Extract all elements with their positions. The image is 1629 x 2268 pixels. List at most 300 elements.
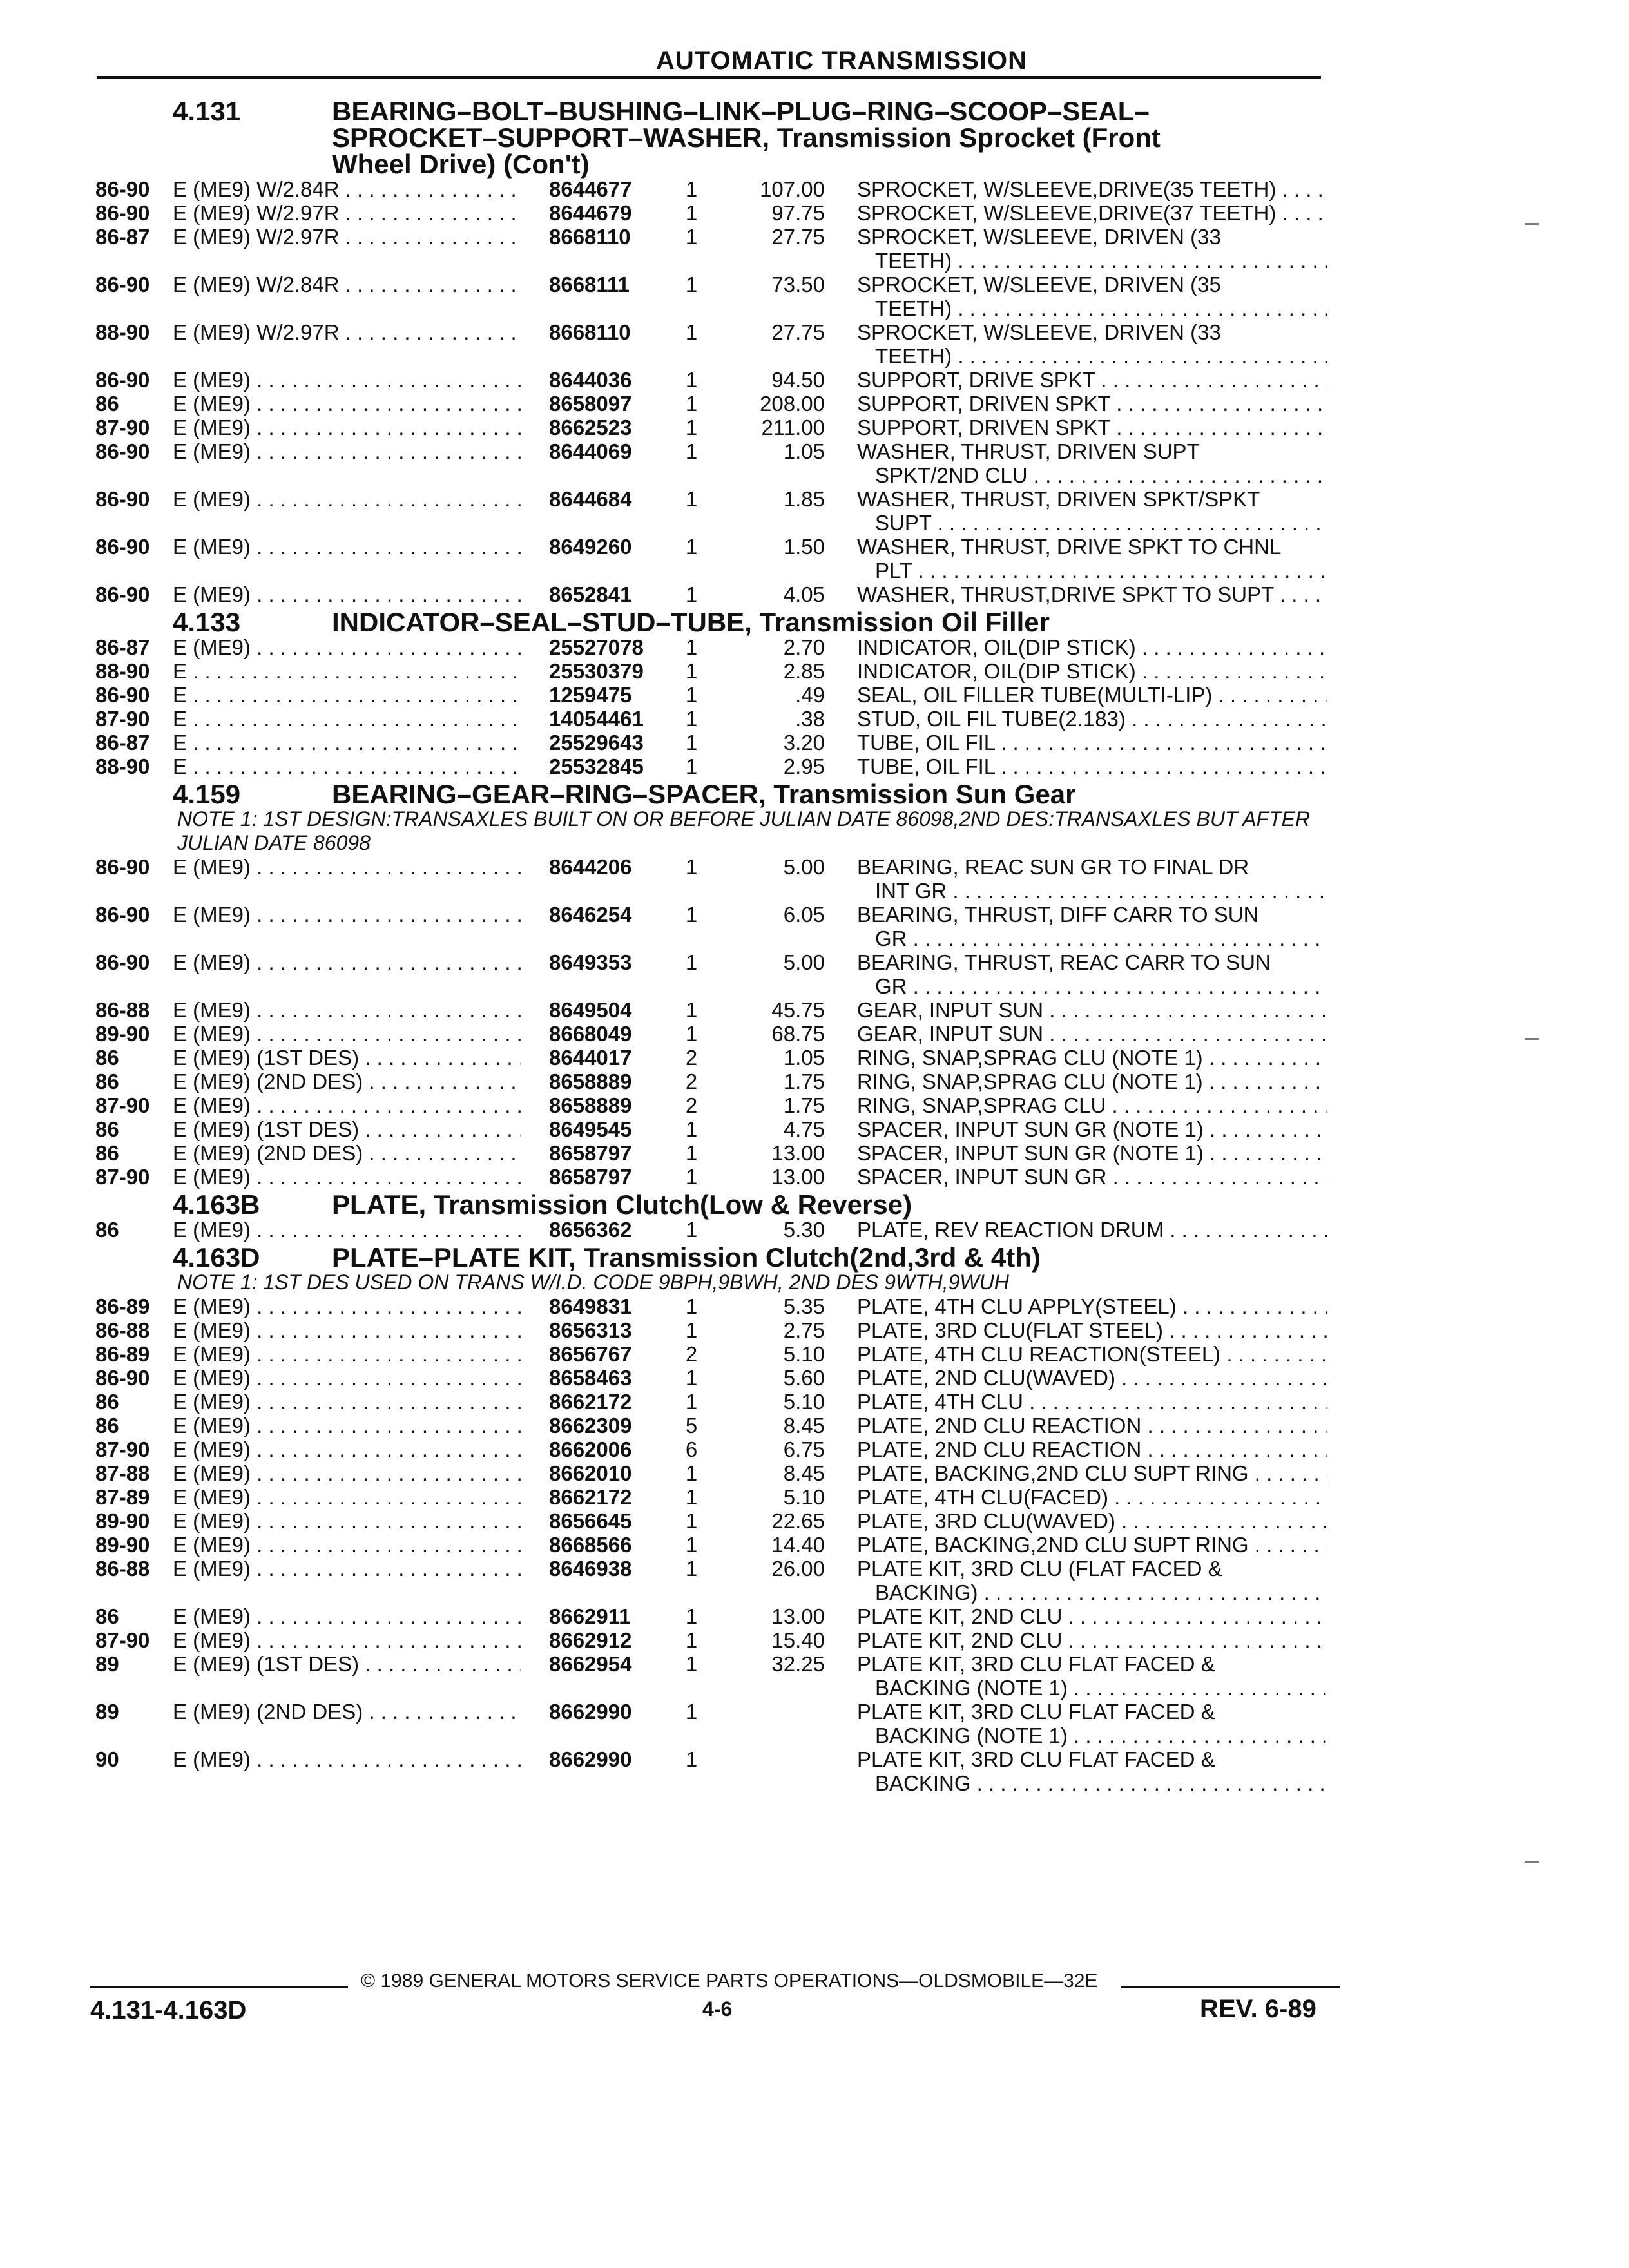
usage-code: E (ME9) (2ND DES) . . . — [173, 1700, 521, 1724]
part-number: 1259475 — [549, 683, 632, 707]
price: 27.75 — [771, 225, 825, 249]
part-row — [0, 950, 1629, 998]
price: 8.45 — [783, 1414, 825, 1437]
part-description — [857, 320, 1327, 368]
usage-code: E (ME9) (2ND DES) . . . — [173, 1070, 521, 1093]
part-number: 8662010 — [549, 1461, 632, 1485]
description-line-2: INT GR . . . — [857, 879, 1327, 903]
part-description — [857, 1509, 1327, 1533]
price: 4.75 — [783, 1117, 825, 1141]
part-description — [857, 225, 1327, 273]
part-row — [0, 177, 1629, 201]
section-number: 4.163B — [173, 1189, 260, 1220]
model-years: 86-90 — [95, 950, 150, 974]
quantity: 2 — [685, 1093, 698, 1117]
part-number: 8658889 — [549, 1070, 632, 1093]
model-years: 86-88 — [95, 1318, 150, 1342]
usage-code: E . . . — [173, 683, 521, 707]
usage-code: E (ME9) (1ST DES) . . . — [173, 1046, 521, 1070]
quantity: 1 — [685, 368, 698, 392]
part-description — [857, 1533, 1327, 1557]
part-description — [857, 1557, 1327, 1604]
quantity: 1 — [685, 201, 698, 225]
margin-mark — [1525, 223, 1539, 225]
part-number: 8649353 — [549, 950, 632, 974]
part-row — [0, 1294, 1629, 1318]
part-number: 8656767 — [549, 1342, 632, 1366]
section-heading — [0, 98, 1629, 177]
part-row — [0, 683, 1629, 707]
price: 15.40 — [771, 1628, 825, 1652]
usage-code: E (ME9) . . . — [173, 416, 521, 439]
model-years: 87-90 — [95, 1628, 150, 1652]
usage-code: E . . . — [173, 754, 521, 778]
model-years: 86 — [95, 1414, 119, 1437]
page-number: 4-6 — [702, 1997, 733, 2021]
usage-code: E (ME9) . . . — [173, 1533, 521, 1557]
price: 2.95 — [783, 754, 825, 778]
usage-code: E (ME9) . . . — [173, 998, 521, 1022]
model-years: 86-88 — [95, 998, 150, 1022]
quantity: 1 — [685, 439, 698, 463]
quantity: 1 — [685, 392, 698, 416]
part-row — [0, 273, 1629, 320]
part-number: 8668566 — [549, 1533, 632, 1557]
part-description — [857, 1652, 1327, 1700]
model-years: 86 — [95, 1218, 119, 1242]
model-years: 89-90 — [95, 1022, 150, 1046]
model-years: 86-87 — [95, 635, 150, 659]
description-line: PLATE, BACKING,2ND CLU SUPT RING . . . — [857, 1533, 1327, 1557]
part-number: 8658097 — [549, 392, 632, 416]
quantity: 1 — [685, 225, 698, 249]
usage-code: E (ME9) . . . — [173, 1165, 521, 1189]
part-description — [857, 1046, 1327, 1070]
price: 94.50 — [771, 368, 825, 392]
description-line: RING, SNAP,SPRAG CLU (NOTE 1) . . . — [857, 1070, 1327, 1093]
description-line: PLATE, 3RD CLU(WAVED) . . . — [857, 1509, 1327, 1533]
price: 32.25 — [771, 1652, 825, 1676]
model-years: 87-90 — [95, 1093, 150, 1117]
part-row — [0, 1093, 1629, 1117]
quantity: 1 — [685, 707, 698, 731]
price: 208.00 — [760, 392, 825, 416]
quantity: 1 — [685, 535, 698, 559]
model-years: 86-90 — [95, 439, 150, 463]
usage-code: E (ME9) W/2.97R . . . — [173, 320, 521, 344]
description-line: PLATE, 2ND CLU(WAVED) . . . — [857, 1366, 1327, 1390]
description-line: WASHER, THRUST,DRIVE SPKT TO SUPT . . . — [857, 582, 1327, 606]
description-line-2: GR . . . — [857, 927, 1327, 950]
part-description — [857, 535, 1327, 582]
usage-code: E (ME9) . . . — [173, 635, 521, 659]
usage-code: E (ME9) . . . — [173, 1218, 521, 1242]
part-description — [857, 273, 1327, 320]
part-number: 8662954 — [549, 1652, 632, 1676]
section-number: 4.159 — [173, 779, 241, 809]
usage-code: E (ME9) . . . — [173, 439, 521, 463]
part-number: 8658797 — [549, 1165, 632, 1189]
revision-label: REV. 6-89 — [1200, 1995, 1316, 2023]
part-number: 8668110 — [549, 320, 631, 344]
description-line: PLATE, 2ND CLU REACTION . . . — [857, 1437, 1327, 1461]
usage-code: E . . . — [173, 731, 521, 754]
price: 5.30 — [783, 1218, 825, 1242]
usage-code: E (ME9) W/2.97R . . . — [173, 225, 521, 249]
description-line: TUBE, OIL FIL . . . — [857, 754, 1327, 778]
part-description — [857, 754, 1327, 778]
price: 3.20 — [783, 731, 825, 754]
part-description — [857, 1485, 1327, 1509]
price: 5.35 — [783, 1294, 825, 1318]
part-row — [0, 1046, 1629, 1070]
part-description — [857, 582, 1327, 606]
description-line: SUPPORT, DRIVEN SPKT . . . — [857, 392, 1327, 416]
description-line: TUBE, OIL FIL . . . — [857, 731, 1327, 754]
description-line-2: PLT . . . — [857, 559, 1327, 582]
description-line: PLATE KIT, 3RD CLU (FLAT FACED & — [857, 1557, 1222, 1581]
description-line: PLATE, BACKING,2ND CLU SUPT RING . . . — [857, 1461, 1327, 1485]
usage-code: E (ME9) . . . — [173, 1093, 521, 1117]
description-line: WASHER, THRUST, DRIVE SPKT TO CHNL — [857, 535, 1282, 559]
section-note: NOTE 1: 1ST DESIGN:TRANSAXLES BUILT ON OR BEFORE JULIAN DATE 86098,2ND DES:TRANSAXLES BUT AFTER JULIAN DATE 86098 — [177, 807, 1311, 854]
description-line-2: BACKING (NOTE 1) . . . — [857, 1676, 1327, 1700]
part-row — [0, 659, 1629, 683]
quantity: 1 — [685, 1141, 698, 1165]
part-row — [0, 1485, 1629, 1509]
price: .49 — [795, 683, 825, 707]
quantity: 2 — [685, 1046, 698, 1070]
usage-code: E (ME9) . . . — [173, 1604, 521, 1628]
section-heading — [0, 1191, 1629, 1218]
footer-rule — [1121, 1986, 1340, 1988]
quantity: 1 — [685, 1533, 698, 1557]
part-row — [0, 368, 1629, 392]
part-number: 8668049 — [549, 1022, 632, 1046]
quantity: 1 — [685, 1294, 698, 1318]
usage-code: E (ME9) . . . — [173, 1509, 521, 1533]
margin-mark — [1525, 1038, 1539, 1040]
price: 5.00 — [783, 950, 825, 974]
quantity: 1 — [685, 855, 698, 879]
usage-code: E (ME9) (1ST DES) . . . — [173, 1652, 521, 1676]
usage-code: E (ME9) . . . — [173, 903, 521, 927]
description-line: SPACER, INPUT SUN GR (NOTE 1) . . . — [857, 1117, 1327, 1141]
quantity: 1 — [685, 1700, 698, 1724]
quantity: 1 — [685, 1557, 698, 1581]
description-line: SUPPORT, DRIVEN SPKT . . . — [857, 416, 1327, 439]
part-row — [0, 998, 1629, 1022]
description-line: PLATE, 4TH CLU . . . — [857, 1390, 1327, 1414]
quantity: 1 — [685, 273, 698, 296]
part-row — [0, 1022, 1629, 1046]
price: 5.60 — [783, 1366, 825, 1390]
part-description — [857, 659, 1327, 683]
quantity: 1 — [685, 903, 698, 927]
part-row — [0, 1628, 1629, 1652]
model-years: 86-90 — [95, 273, 150, 296]
usage-code: E (ME9) . . . — [173, 950, 521, 974]
part-number: 8644684 — [549, 487, 632, 511]
usage-code: E (ME9) . . . — [173, 1437, 521, 1461]
quantity: 1 — [685, 1509, 698, 1533]
description-line: PLATE, 4TH CLU APPLY(STEEL) . . . — [857, 1294, 1327, 1318]
description-line: SPROCKET, W/SLEEVE, DRIVEN (33 — [857, 225, 1221, 249]
price: 107.00 — [760, 177, 825, 201]
price: 1.50 — [783, 535, 825, 559]
price: .38 — [795, 707, 825, 731]
description-line-2: BACKING . . . — [857, 1771, 1327, 1795]
part-description — [857, 635, 1327, 659]
part-description — [857, 201, 1327, 225]
model-years: 86 — [95, 1604, 119, 1628]
usage-code: E (ME9) . . . — [173, 1628, 521, 1652]
price: 1.05 — [783, 1046, 825, 1070]
quantity: 2 — [685, 1070, 698, 1093]
description-line: SPROCKET, W/SLEEVE,DRIVE(35 TEETH) . . . — [857, 177, 1327, 201]
price: 13.00 — [771, 1141, 825, 1165]
model-years: 86-87 — [95, 731, 150, 754]
copyright-text: © 1989 GENERAL MOTORS SERVICE PARTS OPERATIONS—OLDSMOBILE—32E — [361, 1970, 1098, 1992]
part-description — [857, 707, 1327, 731]
usage-code: E . . . — [173, 659, 521, 683]
part-row — [0, 1366, 1629, 1390]
part-description — [857, 1342, 1327, 1366]
part-number: 8662172 — [549, 1390, 632, 1414]
description-line: RING, SNAP,SPRAG CLU . . . — [857, 1093, 1327, 1117]
part-row — [0, 582, 1629, 606]
description-line: PLATE, 4TH CLU REACTION(STEEL) . . . — [857, 1342, 1327, 1366]
section-title: BEARING–GEAR–RING–SPACER, Transmission Sun Gear — [332, 779, 1076, 809]
part-number: 8662990 — [549, 1700, 632, 1724]
part-number: 8668110 — [549, 225, 631, 249]
price: 26.00 — [771, 1557, 825, 1581]
description-line: RING, SNAP,SPRAG CLU (NOTE 1) . . . — [857, 1046, 1327, 1070]
description-line: PLATE KIT, 2ND CLU . . . — [857, 1604, 1327, 1628]
part-description — [857, 1461, 1327, 1485]
part-number: 8644017 — [549, 1046, 632, 1070]
price: 13.00 — [771, 1165, 825, 1189]
description-line: WASHER, THRUST, DRIVEN SUPT — [857, 439, 1200, 463]
description-line-2: SUPT . . . — [857, 511, 1327, 535]
part-row — [0, 1604, 1629, 1628]
model-years: 86-90 — [95, 177, 150, 201]
section-heading — [0, 781, 1629, 807]
part-row — [0, 535, 1629, 582]
section-heading — [0, 1244, 1629, 1271]
quantity: 1 — [685, 1165, 698, 1189]
price: 5.10 — [783, 1390, 825, 1414]
part-number: 25530379 — [549, 659, 644, 683]
part-description — [857, 1628, 1327, 1652]
part-description — [857, 1414, 1327, 1437]
part-number: 8662990 — [549, 1747, 632, 1771]
price: 97.75 — [771, 201, 825, 225]
price: 45.75 — [771, 998, 825, 1022]
model-years: 86 — [95, 1141, 119, 1165]
usage-code: E (ME9) . . . — [173, 1485, 521, 1509]
part-number: 8658463 — [549, 1366, 632, 1390]
section-range: 4.131-4.163D — [90, 1996, 247, 2024]
quantity: 1 — [685, 582, 698, 606]
section-number: 4.163D — [173, 1242, 260, 1273]
model-years: 86 — [95, 1046, 119, 1070]
part-row — [0, 635, 1629, 659]
usage-code: E (ME9) . . . — [173, 1747, 521, 1771]
usage-code: E (ME9) W/2.84R . . . — [173, 273, 521, 296]
description-line-2: BACKING) . . . — [857, 1581, 1327, 1604]
part-number: 8668111 — [549, 273, 630, 296]
part-number: 8662172 — [549, 1485, 632, 1509]
usage-code: E (ME9) . . . — [173, 1366, 521, 1390]
price: 22.65 — [771, 1509, 825, 1533]
model-years: 89 — [95, 1652, 119, 1676]
part-row — [0, 1557, 1629, 1604]
part-row — [0, 1218, 1629, 1242]
description-line: INDICATOR, OIL(DIP STICK) . . . — [857, 659, 1327, 683]
part-description — [857, 1318, 1327, 1342]
price: 73.50 — [771, 273, 825, 296]
quantity: 1 — [685, 659, 698, 683]
part-description — [857, 1604, 1327, 1628]
price: 5.00 — [783, 855, 825, 879]
part-description — [857, 1218, 1327, 1242]
model-years: 88-90 — [95, 320, 150, 344]
part-description — [857, 368, 1327, 392]
part-number: 8649831 — [549, 1294, 632, 1318]
part-number: 14054461 — [549, 707, 644, 731]
section-number: 4.133 — [173, 607, 241, 637]
part-row — [0, 1342, 1629, 1366]
price: 211.00 — [761, 416, 825, 439]
model-years: 86-89 — [95, 1294, 150, 1318]
part-number: 8662911 — [549, 1604, 631, 1628]
model-years: 89-90 — [95, 1509, 150, 1533]
description-line: PLATE, REV REACTION DRUM . . . — [857, 1218, 1327, 1242]
part-description — [857, 487, 1327, 535]
model-years: 86-88 — [95, 1557, 150, 1581]
part-description — [857, 1165, 1327, 1189]
part-row — [0, 1700, 1629, 1747]
description-line-2: TEETH) . . . — [857, 296, 1327, 320]
part-description — [857, 1437, 1327, 1461]
part-number: 8649260 — [549, 535, 632, 559]
quantity: 1 — [685, 1022, 698, 1046]
model-years: 86 — [95, 1070, 119, 1093]
quantity: 1 — [685, 731, 698, 754]
part-number: 8644036 — [549, 368, 632, 392]
model-years: 90 — [95, 1747, 119, 1771]
part-row — [0, 201, 1629, 225]
quantity: 1 — [685, 998, 698, 1022]
price: 6.75 — [783, 1437, 825, 1461]
model-years: 87-88 — [95, 1461, 150, 1485]
model-years: 88-90 — [95, 659, 150, 683]
usage-code: E (ME9) . . . — [173, 582, 521, 606]
part-number: 8662006 — [549, 1437, 632, 1461]
part-row — [0, 392, 1629, 416]
parts-catalog — [0, 95, 1629, 1795]
description-line: PLATE, 3RD CLU(FLAT STEEL) . . . — [857, 1318, 1327, 1342]
price: 1.05 — [783, 439, 825, 463]
description-line: SUPPORT, DRIVE SPKT . . . — [857, 368, 1327, 392]
part-row — [0, 1318, 1629, 1342]
part-number: 8646254 — [549, 903, 632, 927]
part-description — [857, 177, 1327, 201]
price: 1.75 — [783, 1070, 825, 1093]
part-row — [0, 1414, 1629, 1437]
part-number: 25532845 — [549, 754, 644, 778]
usage-code: E (ME9) . . . — [173, 1390, 521, 1414]
quantity: 1 — [685, 1390, 698, 1414]
model-years: 87-90 — [95, 416, 150, 439]
usage-code: E (ME9) . . . — [173, 1557, 521, 1581]
part-number: 8662309 — [549, 1414, 632, 1437]
part-description — [857, 1390, 1327, 1414]
price: 68.75 — [771, 1022, 825, 1046]
part-row — [0, 1390, 1629, 1414]
section-title-cont: Wheel Drive) (Con't) — [332, 149, 590, 179]
section-note: NOTE 1: 1ST DES USED ON TRANS W/I.D. CODE 9BPH,9BWH, 2ND DES 9WTH,9WUH — [177, 1271, 1009, 1294]
part-row — [0, 1141, 1629, 1165]
part-description — [857, 1294, 1327, 1318]
usage-code: E (ME9) . . . — [173, 1342, 521, 1366]
usage-code: E (ME9) . . . — [173, 1022, 521, 1046]
part-row — [0, 903, 1629, 950]
part-description — [857, 1700, 1327, 1747]
price: 1.85 — [783, 487, 825, 511]
quantity: 1 — [685, 683, 698, 707]
quantity: 1 — [685, 416, 698, 439]
part-number: 8644677 — [549, 177, 632, 201]
description-line: PLATE KIT, 3RD CLU FLAT FACED & — [857, 1700, 1215, 1724]
part-description — [857, 439, 1327, 487]
part-description — [857, 392, 1327, 416]
usage-code: E (ME9) . . . — [173, 535, 521, 559]
part-row — [0, 1070, 1629, 1093]
part-description — [857, 731, 1327, 754]
model-years: 87-90 — [95, 1165, 150, 1189]
quantity: 1 — [685, 320, 698, 344]
part-number: 8656362 — [549, 1218, 632, 1242]
part-row — [0, 1533, 1629, 1557]
quantity: 1 — [685, 1485, 698, 1509]
description-line: SPROCKET, W/SLEEVE, DRIVEN (33 — [857, 320, 1221, 344]
part-number: 8649504 — [549, 998, 632, 1022]
part-description — [857, 1366, 1327, 1390]
part-description — [857, 855, 1327, 903]
model-years: 86 — [95, 1117, 119, 1141]
usage-code: E (ME9) (2ND DES) . . . — [173, 1141, 521, 1165]
part-description — [857, 1141, 1327, 1165]
part-row — [0, 1437, 1629, 1461]
price: 13.00 — [771, 1604, 825, 1628]
part-description — [857, 1093, 1327, 1117]
part-number: 8658889 — [549, 1093, 632, 1117]
usage-code: E . . . — [173, 707, 521, 731]
usage-code: E (ME9) W/2.84R . . . — [173, 177, 521, 201]
description-line: STUD, OIL FIL TUBE(2.183) . . . — [857, 707, 1327, 731]
part-row — [0, 1509, 1629, 1533]
price: 5.10 — [783, 1485, 825, 1509]
model-years: 86-89 — [95, 1342, 150, 1366]
description-line-2: GR . . . — [857, 974, 1327, 998]
price: 6.05 — [783, 903, 825, 927]
part-description — [857, 1022, 1327, 1046]
description-line: WASHER, THRUST, DRIVEN SPKT/SPKT — [857, 487, 1260, 511]
part-row — [0, 1747, 1629, 1795]
price: 5.10 — [783, 1342, 825, 1366]
